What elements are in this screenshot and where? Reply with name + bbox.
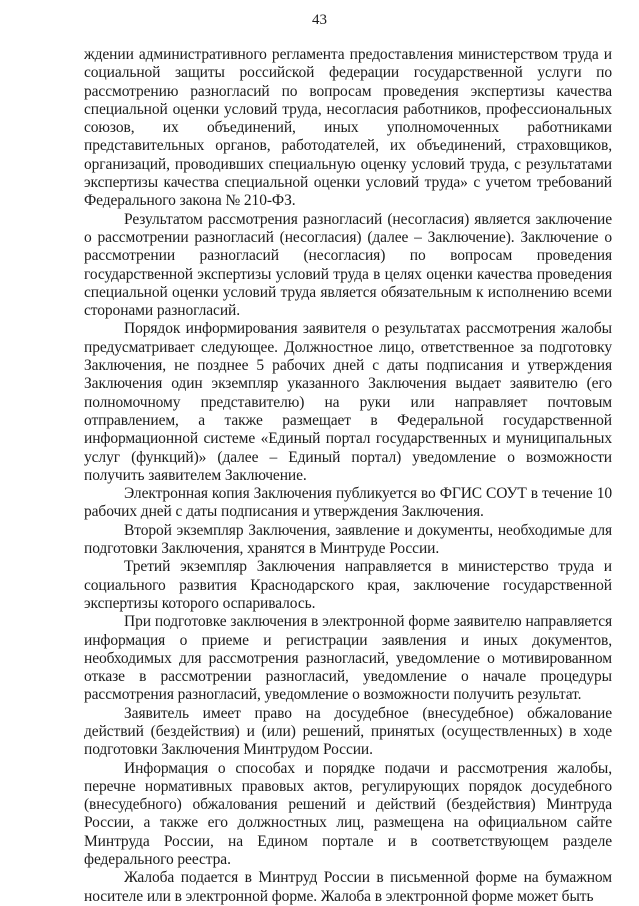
paragraph: Результатом рассмотрения разногласий (несогласия) является заключение о рассмотрении разногласий (несогласия) (далее – Заключение). Заключение о рассмотрении разногласий (несогласия) по вопросам проведения государственной экспертизы условий труда в целях оценки качества проведения специальной оценки условий труда является обязательным к исполнению всеми сторонами разногласий.: [84, 210, 612, 320]
paragraph: При подготовке заключения в электронной форме заявителю направляется информация о приеме и регистрации заявления и иных документов, необходимых для рассмотрения разногласий, уведомление о мотивированном отказе в рассмотрении разногласий, уведомление о начале процедуры рассмотрения разногласий, уведомление о возможности получить результат.: [84, 613, 612, 704]
paragraph: Информация о способах и порядке подачи и рассмотрения жалобы, перечне нормативных правовых актов, регулирующих порядок досудебного (внесудебного) обжалования решений и действий (бездействия) Минтруда России, а также его должностных лиц, размещена на официальном сайте Минтруда России, на Едином портале и в соответствующем разделе федерального реестра.: [84, 759, 612, 869]
paragraph: ждении административного регламента предоставления министерством труда и социальной защиты российской федерации государственной услуги по рассмотрению разногласий по вопросам проведения экспертизы качества специальной оценки условий труда, несогласия работников, профессиональных союзов, их объединений, иных уполномоченных работниками представительных органов, работодателей, их объединений, страховщиков, организаций, проводивших специальную оценку условий труда, с результатами экспертизы качества специальной оценки условий труда» с учетом требований Федерального закона № 210-ФЗ.: [84, 46, 612, 210]
page-number: 43: [312, 12, 327, 28]
paragraph: Третий экземпляр Заключения направляется в министерство труда и социального развития Краснодарского края, заключение государственной экспертизы которого оспаривалось.: [84, 558, 612, 612]
paragraph: Заявитель имеет право на досудебное (внесудебное) обжалование действий (бездействия) и (или) решений, принятых (осуществленных) в ходе подготовки Заключения Минтрудом России.: [84, 704, 612, 759]
paragraph: Второй экземпляр Заключения, заявление и документы, необходимые для подготовки Заключения, хранятся в Минтруде России.: [84, 521, 612, 558]
paragraph: Электронная копия Заключения публикуется во ФГИС СОУТ в течение 10 рабочих дней с даты подписания и утверждения Заключения.: [84, 485, 612, 521]
paragraph: Порядок информирования заявителя о результатах рассмотрения жалобы предусматривает следующее. Должностное лицо, ответственное за подготовку Заключения, не позднее 5 рабочих дней с даты подписания и утверждения Заключения один экземпляр указанного Заключения выдает заявителю (его полномочному представителю) на руки или направляет почтовым отправлением, а также размещает в Федеральной государственной информационной системе «Единый портал государственных и муниципальных услуг (функций)» (далее – Единый портал) уведомление о возможности получить заявителем Заключение.: [84, 320, 612, 484]
paragraph: Жалоба подается в Минтруд России в письменной форме на бумажном носителе или в электронной форме. Жалоба в электронной форме может быть: [84, 869, 612, 905]
document-body: [84, 46, 612, 906]
